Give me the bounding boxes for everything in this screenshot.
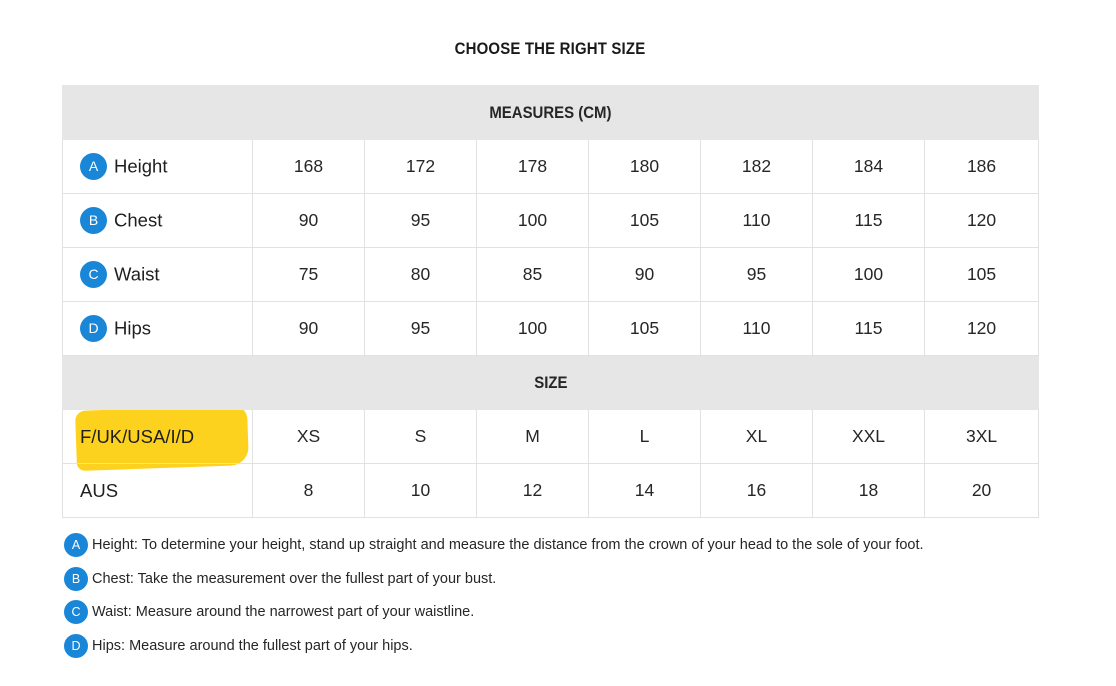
- note-hips: [64, 634, 1104, 658]
- table-cell: 110: [701, 302, 813, 356]
- letter-badge-icon: C: [64, 600, 88, 624]
- table-cell: 95: [365, 194, 477, 248]
- letter-badge-icon: B: [80, 207, 107, 234]
- note-text: Hips: Measure around the fullest part of your hips.: [92, 637, 413, 654]
- note-text: Height: To determine your height, stand up straight and measure the distance from the crown of your head to the sole of your foot.: [92, 537, 924, 553]
- row-header-waist: [63, 248, 253, 302]
- table-cell: XXL: [813, 410, 925, 464]
- measures-header-label: MEASURES (CM): [489, 102, 612, 122]
- table-cell: 105: [589, 194, 701, 248]
- table-cell: 90: [589, 248, 701, 302]
- table-cell: 12: [477, 464, 589, 518]
- table-cell: 172: [365, 140, 477, 194]
- table-cell: 105: [925, 248, 1039, 302]
- table-row: [63, 302, 1039, 356]
- row-header-chest: [63, 194, 253, 248]
- measures-header-row: [63, 86, 1039, 140]
- letter-badge-icon: D: [80, 315, 107, 342]
- note-text: Chest: Take the measurement over the fullest part of your bust.: [92, 570, 497, 587]
- letter-badge-icon: C: [80, 261, 107, 288]
- table-cell: 168: [253, 140, 365, 194]
- size-header-label: SIZE: [533, 372, 568, 392]
- table-cell: M: [477, 410, 589, 464]
- table-cell: 115: [813, 194, 925, 248]
- table-cell: 105: [589, 302, 701, 356]
- table-cell: 180: [589, 140, 701, 194]
- table-cell: 178: [477, 140, 589, 194]
- table-cell: 85: [477, 248, 589, 302]
- table-row: [63, 140, 1039, 194]
- page-title: CHOOSE THE RIGHT SIZE: [454, 39, 646, 58]
- table-row: [63, 464, 1039, 518]
- row-label: Height: [114, 155, 168, 177]
- table-cell: 80: [365, 248, 477, 302]
- table-cell: 186: [925, 140, 1039, 194]
- table-cell: S: [365, 410, 477, 464]
- note-height: [64, 533, 1104, 557]
- table-cell: 14: [589, 464, 701, 518]
- row-header-hips: [63, 302, 253, 356]
- letter-badge-icon: D: [64, 634, 88, 658]
- table-cell: 3XL: [925, 410, 1039, 464]
- row-header-f-uk-usa-i-d: [63, 410, 253, 464]
- table-cell: 100: [477, 194, 589, 248]
- row-label: Waist: [114, 263, 160, 285]
- letter-badge-icon: A: [80, 153, 107, 180]
- measurement-notes: [64, 533, 1104, 667]
- table-cell: 8: [253, 464, 365, 518]
- letter-badge-icon: A: [64, 533, 88, 557]
- size-header: [63, 356, 1039, 410]
- table-cell: 100: [813, 248, 925, 302]
- table-cell: 90: [253, 194, 365, 248]
- row-label: F/UK/USA/I/D: [80, 425, 195, 447]
- table-cell: 120: [925, 302, 1039, 356]
- table-cell: 184: [813, 140, 925, 194]
- table-cell: 90: [253, 302, 365, 356]
- table-cell: 95: [365, 302, 477, 356]
- table-cell: 95: [701, 248, 813, 302]
- row-label: Hips: [114, 317, 152, 339]
- note-chest: [64, 567, 1104, 591]
- table-cell: 110: [701, 194, 813, 248]
- size-header-row: [63, 356, 1039, 410]
- row-label: AUS: [80, 479, 119, 501]
- size-chart-table: [62, 85, 1039, 518]
- table-cell: 18: [813, 464, 925, 518]
- table-cell: 120: [925, 194, 1039, 248]
- row-header-aus: [63, 464, 253, 518]
- table-row: [63, 248, 1039, 302]
- table-cell: L: [589, 410, 701, 464]
- table-cell: 100: [477, 302, 589, 356]
- measures-header: [63, 86, 1039, 140]
- table-cell: 16: [701, 464, 813, 518]
- note-waist: [64, 600, 1104, 624]
- table-cell: XS: [253, 410, 365, 464]
- table-row: [63, 410, 1039, 464]
- table-cell: XL: [701, 410, 813, 464]
- table-cell: 115: [813, 302, 925, 356]
- note-text: Waist: Measure around the narrowest part of your waistline.: [92, 604, 475, 620]
- letter-badge-icon: B: [64, 567, 88, 591]
- table-cell: 20: [925, 464, 1039, 518]
- row-label: Chest: [114, 209, 163, 231]
- table-cell: 75: [253, 248, 365, 302]
- table-row: [63, 194, 1039, 248]
- row-header-height: [63, 140, 253, 194]
- table-cell: 10: [365, 464, 477, 518]
- table-cell: 182: [701, 140, 813, 194]
